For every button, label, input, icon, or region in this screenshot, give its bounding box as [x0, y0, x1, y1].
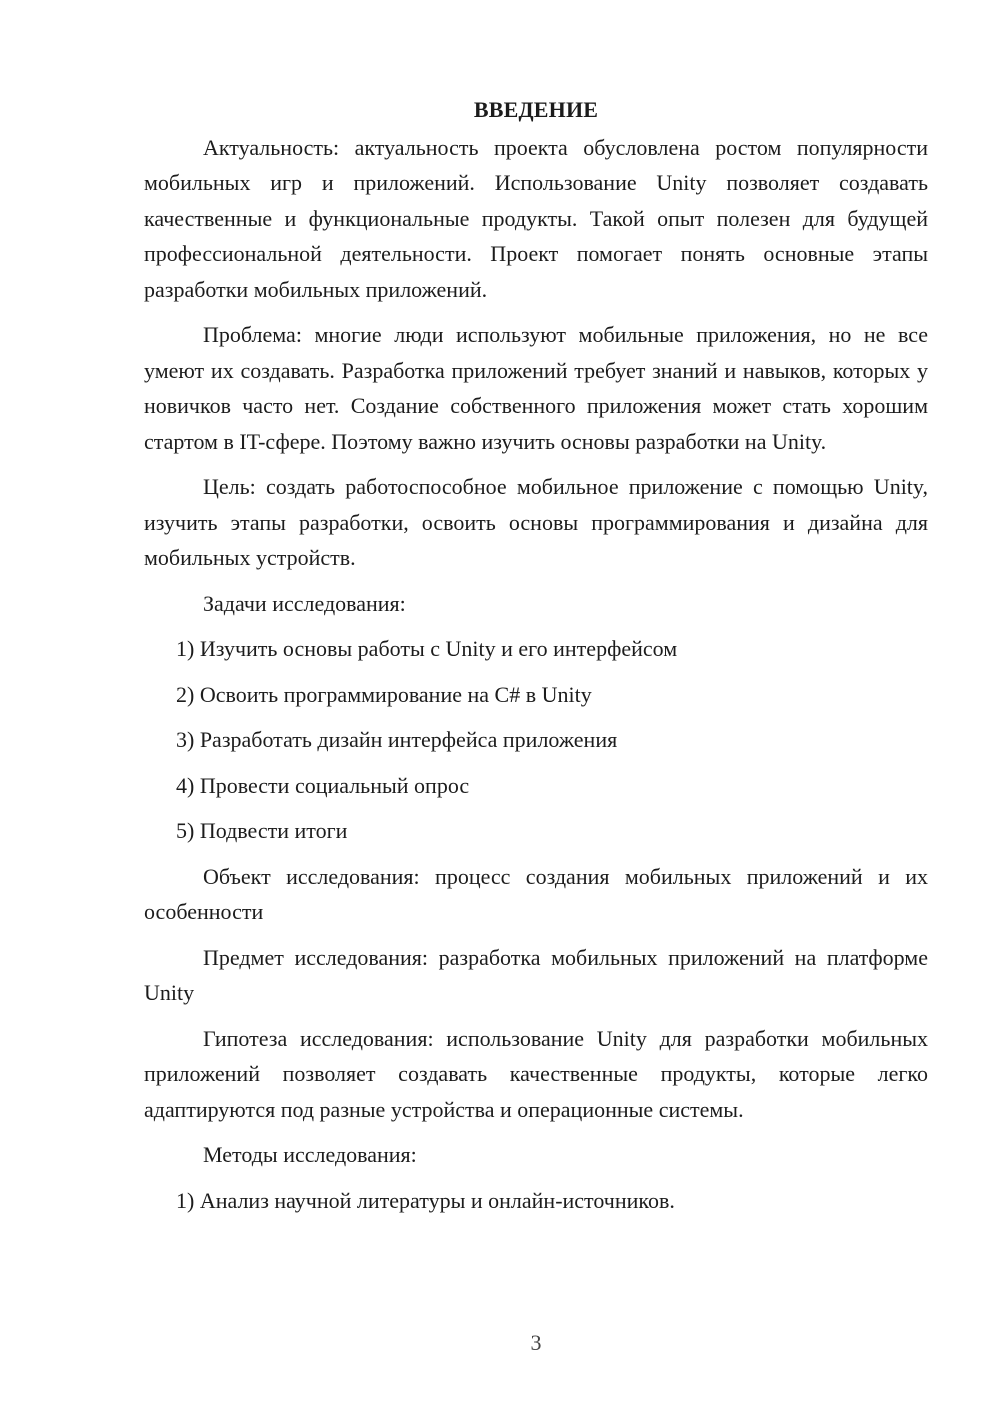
tasks-list	[144, 631, 928, 849]
page-number: 3	[530, 1330, 542, 1355]
list-item: 5) Подвести итоги	[176, 818, 348, 843]
tasks-label: Задачи исследования:	[203, 590, 406, 616]
hypothesis-paragraph: Гипотеза исследования: использование Unity для разработки мобильных приложений позволяет создавать качественные продукты, которые легко адаптируются под разные устройства и операционные системы.	[144, 1025, 928, 1122]
subject-paragraph: Предмет исследования: разработка мобильных приложений на платформе Unity	[144, 944, 928, 1005]
page-content	[144, 92, 928, 1228]
problem-paragraph: Проблема: многие люди используют мобильные приложения, но не все умеют их создавать. Разработка приложений требует знаний и навыков, которых у новичков часто нет. Создание собственного приложения может стать хорошим стартом в IT-сфере. Поэтому важно изучить основы разработки на Unity.	[144, 322, 928, 454]
methods-list	[144, 1183, 928, 1219]
list-item: 2) Освоить программирование на C# в Unity	[176, 681, 592, 707]
list-item: 3) Разработать дизайн интерфейса приложения	[176, 727, 618, 752]
list-item: 1) Изучить основы работы с Unity и его интерфейсом	[176, 636, 678, 661]
goal-paragraph: Цель: создать работоспособное мобильное приложение с помощью Unity, изучить этапы разработки, освоить основы программирования и дизайна для мобильных устройств.	[144, 474, 928, 570]
relevance-paragraph: Актуальность: актуальность проекта обусловлена ростом популярности мобильных игр и приложений. Использование Unity позволяет создавать качественные и функциональные продукты. Такой опыт полезен для будущей профессиональной деятельности. Проект помогает понять основные этапы разработки мобильных приложений.	[144, 134, 928, 302]
methods-label: Методы исследования:	[203, 1142, 417, 1167]
object-paragraph: Объект исследования: процесс создания мобильных приложений и их особенности	[144, 863, 928, 924]
section-heading: ВВЕДЕНИЕ	[473, 97, 599, 122]
list-item: 1) Анализ научной литературы и онлайн-источников.	[176, 1187, 675, 1213]
list-item: 4) Провести социальный опрос	[176, 772, 470, 798]
